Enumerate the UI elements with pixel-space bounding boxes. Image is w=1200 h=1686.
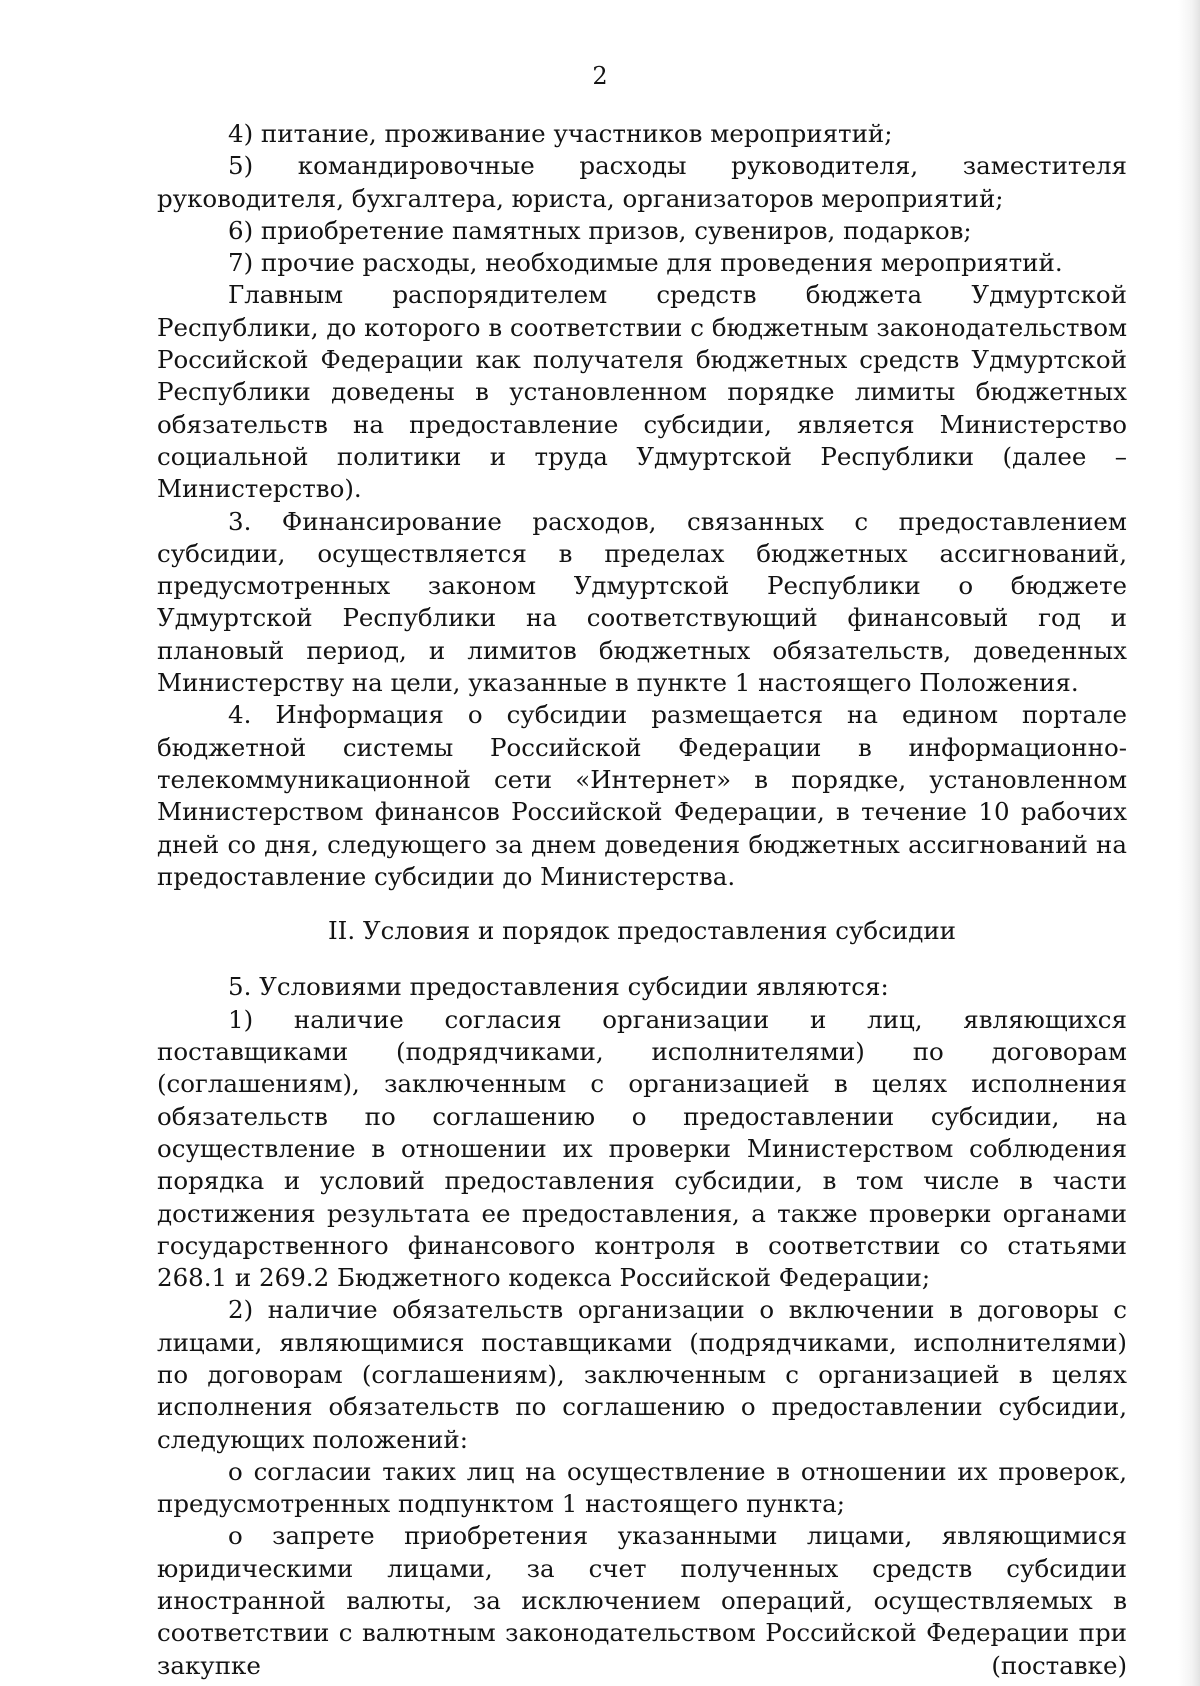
paragraph-clause-3: 3. Финансирование расходов, связанных с предоставлением субсидии, осуществляется в пределах бюджетных ассигнований, предусмотренных законом Удмуртской Республики о бюджете Удмуртской Республики на соответствующий финансовый год и плановый период, и лимитов бюджетных обязательств, доведенных Министерству на цели, указанные в пункте 1 настоящего Положения. — [157, 506, 1127, 698]
paragraph-item-7: 7) прочие расходы, необходимые для проведения мероприятий. — [228, 248, 1063, 278]
scan-edge-shadow — [1178, 0, 1200, 1686]
paragraph-chief-administrator: Главным распорядителем средств бюджета Удмуртской Республики, до которого в соответствии с бюджетным законодательством Российской Федерации как получателя бюджетных средств Удмуртской Республики доведены в установленном порядке лимиты бюджетных обязательств на предоставление субсидии, является Министерство социальной политики и труда Удмуртской Республики (далее – Министерство). — [157, 280, 1127, 504]
paragraph-item-5: 5) командировочные расходы руководителя, заместителя руководителя, бухгалтера, юриста, организаторов мероприятий; — [157, 151, 1127, 213]
document-body — [157, 118, 1127, 1682]
paragraph-clause-5: 5. Условиями предоставления субсидии являются: — [228, 972, 889, 1002]
paragraph-currency-ban: о запрете приобретения указанными лицами, являющимися юридическими лицами, за счет полученных средств субсидии иностранной валюты, за исключением операций, осуществляемых в соответствии с валютным законодательством Российской Федерации при закупке (поставке) — [157, 1521, 1127, 1680]
paragraph-item-4: 4) питание, проживание участников мероприятий; — [228, 119, 893, 148]
paragraph-item-6: 6) приобретение памятных призов, сувениров, подарков; — [228, 215, 972, 245]
paragraph-clause-4: 4. Информация о субсидии размещается на едином портале бюджетной системы Российской Федерации в информационно-телекоммуникационной сети «Интернет» в порядке, установленном Министерством финансов Российской Федерации, в течение 10 рабочих дней со дня, следующего за днем доведения бюджетных ассигнований на предоставление субсидии до Министерства. — [157, 700, 1127, 891]
paragraph-condition-1: 1) наличие согласия организации и лиц, являющихся поставщиками (подрядчиками, исполнителями) по договорам (соглашениям), заключенным с организацией в целях исполнения обязательств по соглашению о предоставлении субсидии, на осуществление в отношении их проверки Министерством соблюдения порядка и условий предоставления субсидии, в том числе в части достижения результата ее предоставления, а также проверки органами государственного финансового контроля в соответствии со статьями 268.1 и 269.2 Бюджетного кодекса Российской Федерации; — [157, 1004, 1127, 1293]
section-heading: II. Условия и порядок предоставления субсидии — [328, 916, 956, 946]
page-number: 2 — [592, 62, 608, 90]
paragraph-consent: о согласии таких лиц на осуществление в отношении их проверок, предусмотренных подпунктом 1 настоящего пункта; — [157, 1456, 1127, 1519]
paragraph-condition-2: 2) наличие обязательств организации о включении в договоры с лицами, являющимися поставщиками (подрядчиками, исполнителями) по договорам (соглашениям), заключенным с организацией в целях исполнения обязательств по соглашению о предоставлении субсидии, следующих положений: — [157, 1295, 1127, 1454]
